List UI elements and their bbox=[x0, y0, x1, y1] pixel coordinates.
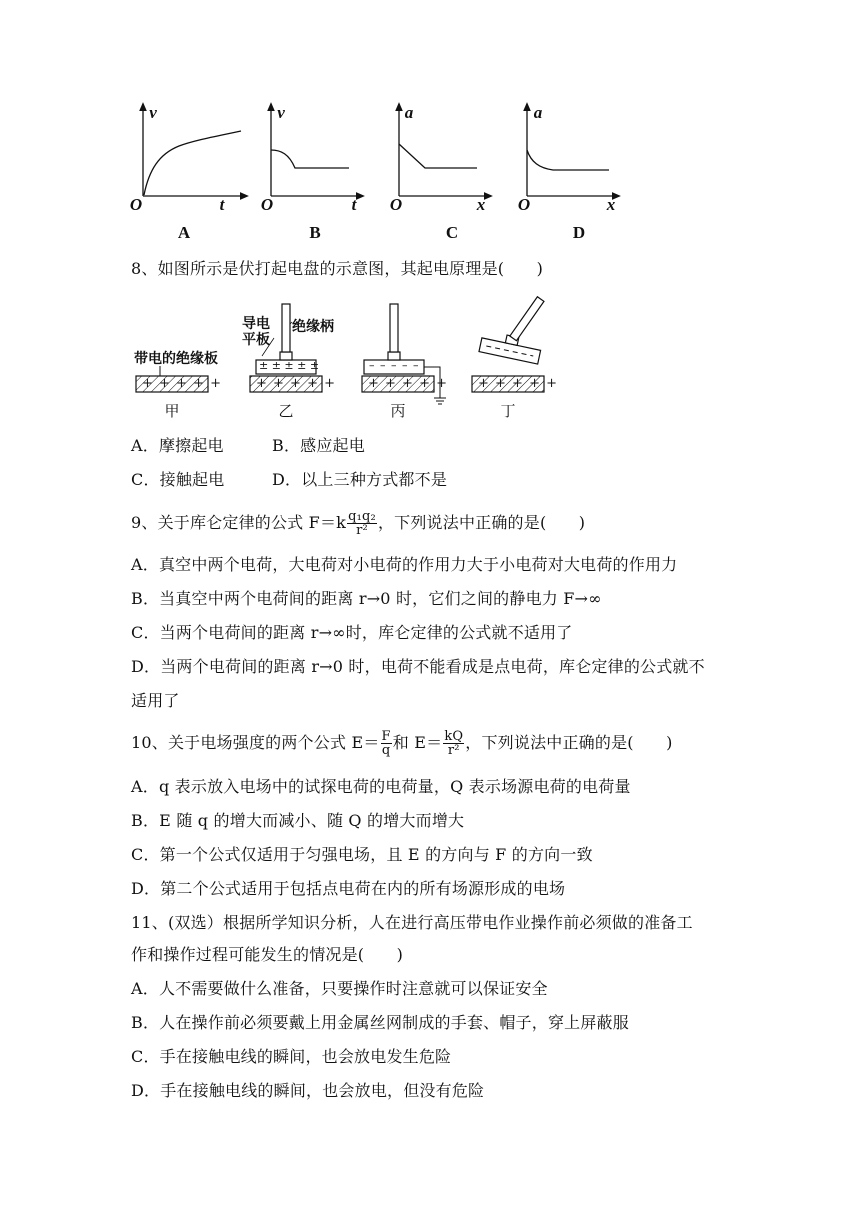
q11-option-a: A．人不需要做什么准备，只要操作时注意就可以保证安全 bbox=[131, 979, 548, 998]
graph-c-origin: O bbox=[389, 195, 403, 214]
q9-stem bbox=[131, 510, 585, 537]
q9-option-a: A．真空中两个电荷，大电荷对小电荷的作用力大于小电荷对大电荷的作用力 bbox=[131, 555, 678, 574]
q10-option-a: A．q 表示放入电场中的试探电荷的电荷量，Q 表示场源电荷的电荷量 bbox=[131, 777, 631, 796]
insulating-handle-4 bbox=[510, 297, 544, 341]
graph-c-y-label: a bbox=[404, 103, 414, 122]
plate-charges-4: + + + + + bbox=[478, 376, 558, 391]
curve bbox=[271, 150, 349, 168]
graph-d-x-label: x bbox=[606, 195, 616, 214]
q8-option-c: C．接触起电 bbox=[131, 470, 225, 489]
panel-label-jia: 甲 bbox=[164, 402, 180, 420]
graph-d-letter: D bbox=[572, 223, 586, 242]
q11-stem-line2: 作和操作过程可能发生的情况是( ) bbox=[131, 945, 404, 964]
q11-option-d: D．手在接触电线的瞬间，也会放电，但没有危险 bbox=[131, 1081, 485, 1100]
q8-option-a: A．摩擦起电 bbox=[131, 436, 224, 455]
induced-charges-2: ± ± ± ± ± bbox=[259, 359, 320, 372]
q9-stem-suffix: ，下列说法中正确的是( ) bbox=[377, 513, 586, 532]
curve bbox=[399, 144, 477, 168]
q10-fraction-1 bbox=[381, 730, 392, 757]
label-handle: 绝缘柄 bbox=[292, 319, 334, 335]
insulating-handle-2 bbox=[282, 304, 290, 352]
graph-c-letter: C bbox=[445, 223, 459, 242]
graph-a-x-label: t bbox=[219, 195, 225, 214]
label-charged-plate: 带电的绝缘板 bbox=[134, 351, 218, 367]
q9-frac-den: r² bbox=[356, 523, 368, 538]
q10-frac2-den: r² bbox=[447, 743, 460, 758]
graph-a-y-label: v bbox=[149, 103, 157, 122]
graph-d-origin: O bbox=[517, 195, 531, 214]
q10-stem-suffix: ，下列说法中正确的是( ) bbox=[465, 733, 673, 752]
panel-label-ding: 丁 bbox=[500, 402, 516, 420]
curve bbox=[527, 150, 609, 170]
q10-option-b: B．E 随 q 的增大而减小、随 Q 的增大而增大 bbox=[131, 811, 465, 830]
q11-option-c: C．手在接触电线的瞬间，也会放电发生危险 bbox=[131, 1047, 452, 1066]
graph-a-origin: O bbox=[129, 195, 143, 214]
q9-option-b: B．当真空中两个电荷间的距离 r→0 时，它们之间的静电力 F→∞ bbox=[131, 589, 602, 608]
graph-d-y-label: a bbox=[533, 103, 543, 122]
plate-charges-3: + + + + + bbox=[368, 376, 448, 391]
q9-formula-fraction bbox=[347, 510, 377, 537]
q9-option-c: C．当两个电荷间的距离 r→∞时，库仑定律的公式就不适用了 bbox=[131, 623, 573, 642]
graph-a-letter: A bbox=[177, 223, 191, 242]
q11-stem-line1: 11、(双选）根据所学知识分析，人在进行高压带电作业操作前必须做的准备工 bbox=[131, 913, 693, 932]
q10-fraction-2 bbox=[443, 730, 464, 757]
q9-frac-num: q₁q₂ bbox=[348, 509, 376, 524]
panel-label-yi: 乙 bbox=[278, 402, 294, 420]
plate-charges-1: + + + + + bbox=[142, 376, 222, 391]
q9-option-d-line2: 适用了 bbox=[131, 691, 180, 710]
q9-stem-prefix: 9、关于库仑定律的公式 F＝k bbox=[131, 513, 347, 532]
graph-c-x-label: x bbox=[476, 195, 486, 214]
insulating-handle-3 bbox=[390, 304, 398, 352]
q9-option-d-line1: D．当两个电荷间的距离 r→0 时，电荷不能看成是点电荷，库仑定律的公式就不 bbox=[131, 657, 705, 676]
label-conductor-2: 平板 bbox=[242, 332, 270, 348]
q10-stem bbox=[131, 730, 673, 757]
q8-stem: 8、如图所示是伏打起电盘的示意图，其起电原理是( ) bbox=[131, 259, 544, 278]
panel-label-bing: 丙 bbox=[390, 402, 406, 420]
q10-option-d: D．第二个公式适用于包括点电荷在内的所有场源形成的电场 bbox=[131, 879, 566, 898]
q8-option-b: B．感应起电 bbox=[272, 436, 365, 455]
graph-b-letter: B bbox=[309, 223, 321, 242]
q11-option-b: B．人在操作前必须要戴上用金属丝网制成的手套、帽子，穿上屏蔽服 bbox=[131, 1013, 629, 1032]
curve bbox=[144, 131, 241, 195]
graph-b-origin: O bbox=[260, 195, 274, 214]
induced-charges-3: – – – – – bbox=[369, 359, 420, 372]
q8-option-d: D．以上三种方式都不是 bbox=[272, 470, 448, 489]
q10-frac2-num: kQ bbox=[444, 729, 464, 744]
q10-option-c: C．第一个公式仅适用于匀强电场，且 E 的方向与 F 的方向一致 bbox=[131, 845, 593, 864]
plate-charges-2: + + + + + bbox=[256, 376, 336, 391]
q10-stem-mid: 和 E＝ bbox=[392, 733, 443, 752]
graph-b-y-label: v bbox=[277, 103, 285, 122]
label-conductor-1: 导电 bbox=[242, 316, 270, 332]
q10-stem-prefix: 10、关于电场强度的两个公式 E＝ bbox=[131, 733, 380, 752]
graph-b-x-label: t bbox=[351, 195, 357, 214]
q10-frac1-den: q bbox=[381, 743, 391, 758]
q10-frac1-num: F bbox=[381, 729, 391, 744]
